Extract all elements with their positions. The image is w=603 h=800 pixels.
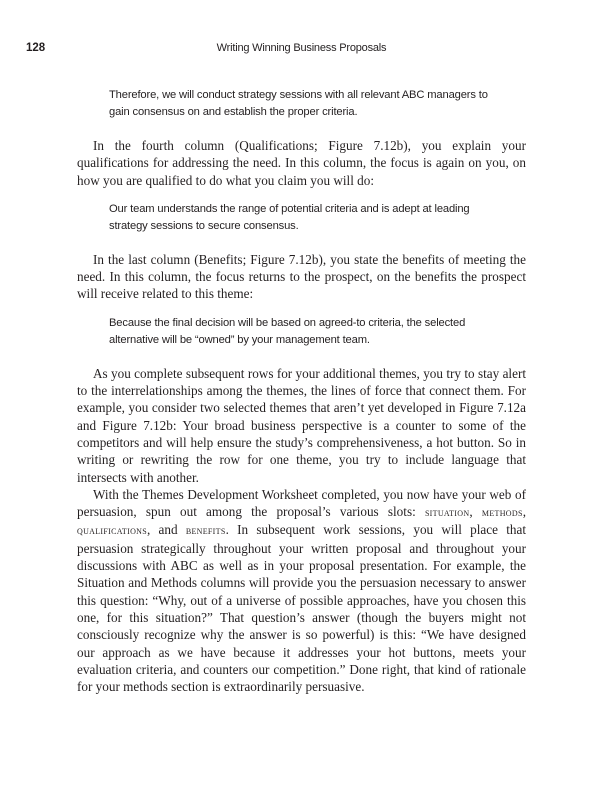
paragraph-interrelationships: As you complete subsequent rows for your additional themes, you try to stay alert to the interrelationships among the themes, the lines of force that connect them. For example, you consider two selected themes that aren’t yet developed in Figure 7.12a and Figure 7.12b: Your broad business perspective is a counter to some of the competitors and will help ensure the study’s comprehensiveness, a hot button. So in writing or rewriting the row for one theme, you try to include language that intersects with another. [77,365,526,485]
example-quote-benefits: Because the final decision will be based on agreed-to criteria, the selected alternative will be “owned” by your management team. [109,316,466,346]
slot-situation: situation [424,505,470,520]
page-body [77,87,526,695]
paragraph-qualifications: In the fourth column (Qualifications; Figure 7.12b), you explain your qualifications for addressing the need. In this column, the focus is again on you, on how you are qualified to do what you claim you will do: [77,138,526,188]
slot-qualifications: qualifications [77,523,147,538]
page-number: 128 [26,42,46,54]
example-quote-situation: Therefore, we will conduct strategy sessions with all relevant ABC managers to gain consensus on and establish the proper criteria. [109,89,488,118]
paragraph-benefits: In the last column (Benefits; Figure 7.12b), you state the benefits of meeting the need. In this column, the focus returns to the prospect, on the benefits the prospect will receive related to this theme: [77,251,526,302]
example-quote-qualifications: Our team understands the range of potential criteria and is adept at leading strategy sessions to secure consensus. [109,202,470,232]
page-header [26,42,577,60]
slot-methods: methods [481,505,523,520]
running-head: Writing Winning Business Proposals [216,42,387,54]
slot-benefits: benefits [185,523,226,538]
paragraph-web-of-persuasion: With the Themes Development Worksheet completed, you now have your web of persuasion, spun out among the proposal’s various slots: situation, methods, qualifications, and benefits. In subsequent work sessions, you will place that persuasion strategically throughout your written proposal and throughout your discussions with ABC as well as in your proposal presentation. For example, the Situation and Methods columns will provide you the persuasion necessary to answer this question: “Why, out of a universe of possible approaches, have you chosen this one, for this situation?” That question’s answer (though the buyers might not consciously recognize why the answer is so powerful) is this: “We have designed our approach as we have because it addresses your hot buttons, meets your evaluation criteria, and counters our competition.” Done right, that kind of rationale for your methods section is extraordinarily persuasive. [77,486,526,695]
